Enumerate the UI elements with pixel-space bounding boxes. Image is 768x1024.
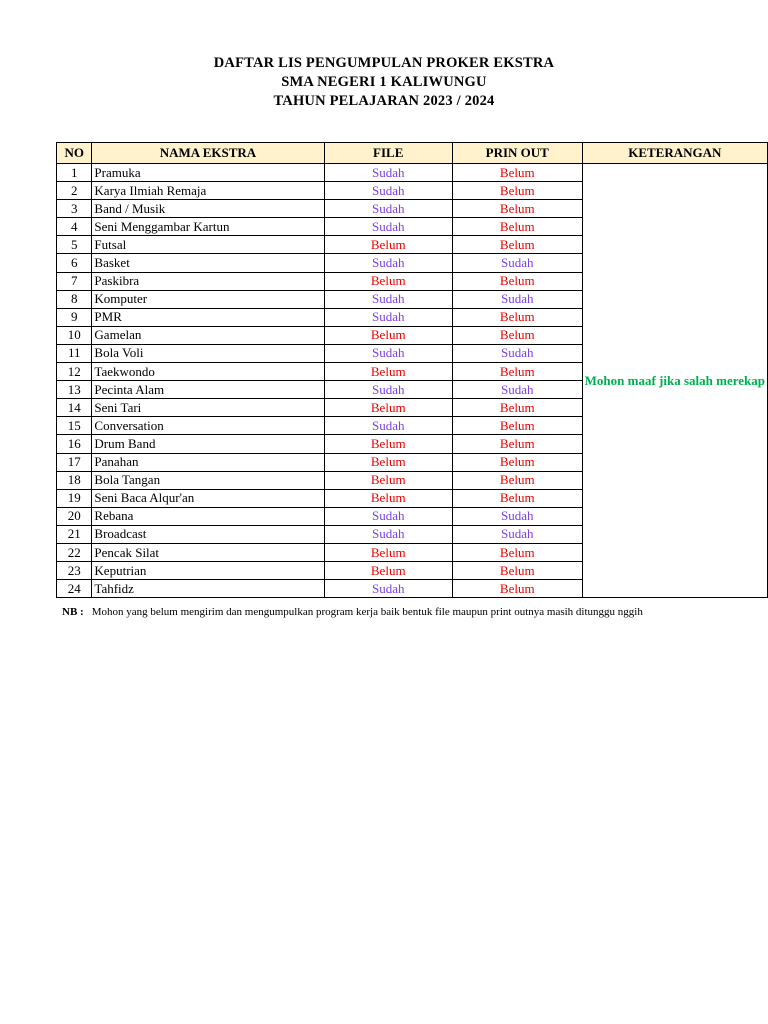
file-status: Belum xyxy=(324,399,452,417)
print-status: Belum xyxy=(452,399,582,417)
print-status: Belum xyxy=(452,272,582,290)
file-status: Sudah xyxy=(324,381,452,399)
title-line-1: DAFTAR LIS PENGUMPULAN PROKER EKSTRA xyxy=(213,55,555,71)
ekstra-name: Keputrian xyxy=(92,562,324,580)
row-number: 9 xyxy=(57,308,92,326)
print-status: Belum xyxy=(452,236,582,254)
print-status: Sudah xyxy=(452,507,582,525)
row-number: 23 xyxy=(57,562,92,580)
footnote xyxy=(62,605,752,619)
file-status: Sudah xyxy=(324,344,452,362)
print-status: Belum xyxy=(452,471,582,489)
row-number: 17 xyxy=(57,453,92,471)
ekstra-name: Paskibra xyxy=(92,272,324,290)
print-status: Belum xyxy=(452,326,582,344)
ekstra-name: Conversation xyxy=(92,417,324,435)
file-status: Belum xyxy=(324,543,452,561)
file-status: Sudah xyxy=(324,182,452,200)
file-status: Belum xyxy=(324,471,452,489)
row-number: 10 xyxy=(57,326,92,344)
file-status: Sudah xyxy=(324,507,452,525)
column-header-keterangan: KETERANGAN xyxy=(582,143,767,164)
ekstra-name: Taekwondo xyxy=(92,363,324,381)
row-number: 2 xyxy=(57,182,92,200)
file-status: Belum xyxy=(324,326,452,344)
ekstra-name: Rebana xyxy=(92,507,324,525)
file-status: Sudah xyxy=(324,417,452,435)
row-number: 20 xyxy=(57,507,92,525)
print-status: Belum xyxy=(452,435,582,453)
footnote-text: Mohon yang belum mengirim dan mengumpulkan program kerja baik bentuk file maupun print outnya masih ditunggu nggih xyxy=(91,606,643,618)
row-number: 19 xyxy=(57,489,92,507)
table-body xyxy=(57,164,768,598)
column-header-file: FILE xyxy=(324,143,452,164)
print-status: Sudah xyxy=(452,254,582,272)
ekstra-name: Karya Ilmiah Remaja xyxy=(92,182,324,200)
title-line-3: TAHUN PELAJARAN 2023 / 2024 xyxy=(273,93,495,109)
file-status: Sudah xyxy=(324,290,452,308)
ekstra-name: Bola Voli xyxy=(92,344,324,362)
print-status: Sudah xyxy=(452,290,582,308)
ekstra-name: Tahfidz xyxy=(92,580,324,598)
file-status: Belum xyxy=(324,272,452,290)
ekstra-name: Gamelan xyxy=(92,326,324,344)
row-number: 5 xyxy=(57,236,92,254)
file-status: Sudah xyxy=(324,308,452,326)
ekstra-name: Pramuka xyxy=(92,164,324,182)
print-status: Belum xyxy=(452,417,582,435)
file-status: Belum xyxy=(324,453,452,471)
row-number: 15 xyxy=(57,417,92,435)
ekstra-name: Band / Musik xyxy=(92,200,324,218)
ekstra-name: Pecinta Alam xyxy=(92,381,324,399)
row-number: 16 xyxy=(57,435,92,453)
file-status: Sudah xyxy=(324,580,452,598)
row-number: 3 xyxy=(57,200,92,218)
print-status: Belum xyxy=(452,182,582,200)
print-status: Sudah xyxy=(452,381,582,399)
print-status: Belum xyxy=(452,200,582,218)
file-status: Sudah xyxy=(324,525,452,543)
table-header-row xyxy=(57,143,768,164)
row-number: 12 xyxy=(57,363,92,381)
ekstra-name: PMR xyxy=(92,308,324,326)
print-status: Belum xyxy=(452,562,582,580)
file-status: Sudah xyxy=(324,164,452,182)
row-number: 21 xyxy=(57,525,92,543)
column-header-no: NO xyxy=(57,143,92,164)
row-number: 1 xyxy=(57,164,92,182)
file-status: Belum xyxy=(324,435,452,453)
table-row xyxy=(57,164,768,182)
file-status: Sudah xyxy=(324,218,452,236)
ekstra-name: Drum Band xyxy=(92,435,324,453)
file-status: Belum xyxy=(324,489,452,507)
print-status: Sudah xyxy=(452,525,582,543)
file-status: Sudah xyxy=(324,200,452,218)
print-status: Belum xyxy=(452,308,582,326)
document-title xyxy=(0,54,768,111)
row-number: 18 xyxy=(57,471,92,489)
ekstra-name: Futsal xyxy=(92,236,324,254)
file-status: Belum xyxy=(324,363,452,381)
ekstra-name: Seni Baca Alqur'an xyxy=(92,489,324,507)
footnote-label: NB : xyxy=(62,606,84,618)
print-status: Belum xyxy=(452,453,582,471)
print-status: Belum xyxy=(452,489,582,507)
row-number: 7 xyxy=(57,272,92,290)
print-status: Sudah xyxy=(452,344,582,362)
print-status: Belum xyxy=(452,543,582,561)
print-status: Belum xyxy=(452,363,582,381)
ekstra-name: Pencak Silat xyxy=(92,543,324,561)
proker-table xyxy=(56,142,768,598)
row-number: 6 xyxy=(57,254,92,272)
ekstra-name: Basket xyxy=(92,254,324,272)
file-status: Sudah xyxy=(324,254,452,272)
ekstra-name: Panahan xyxy=(92,453,324,471)
column-header-nama-ekstra: NAMA EKSTRA xyxy=(92,143,324,164)
row-number: 13 xyxy=(57,381,92,399)
column-header-print-out: PRIN OUT xyxy=(452,143,582,164)
ekstra-name: Komputer xyxy=(92,290,324,308)
row-number: 4 xyxy=(57,218,92,236)
row-number: 22 xyxy=(57,543,92,561)
row-number: 11 xyxy=(57,344,92,362)
row-number: 14 xyxy=(57,399,92,417)
ekstra-name: Seni Tari xyxy=(92,399,324,417)
ekstra-name: Seni Menggambar Kartun xyxy=(92,218,324,236)
print-status: Belum xyxy=(452,164,582,182)
print-status: Belum xyxy=(452,580,582,598)
file-status: Belum xyxy=(324,236,452,254)
print-status: Belum xyxy=(452,218,582,236)
row-number: 24 xyxy=(57,580,92,598)
ekstra-name: Bola Tangan xyxy=(92,471,324,489)
row-number: 8 xyxy=(57,290,92,308)
ekstra-name: Broadcast xyxy=(92,525,324,543)
keterangan-note: Mohon maaf jika salah merekap xyxy=(582,164,767,598)
title-line-2: SMA NEGERI 1 KALIWUNGU xyxy=(281,74,487,90)
file-status: Belum xyxy=(324,562,452,580)
